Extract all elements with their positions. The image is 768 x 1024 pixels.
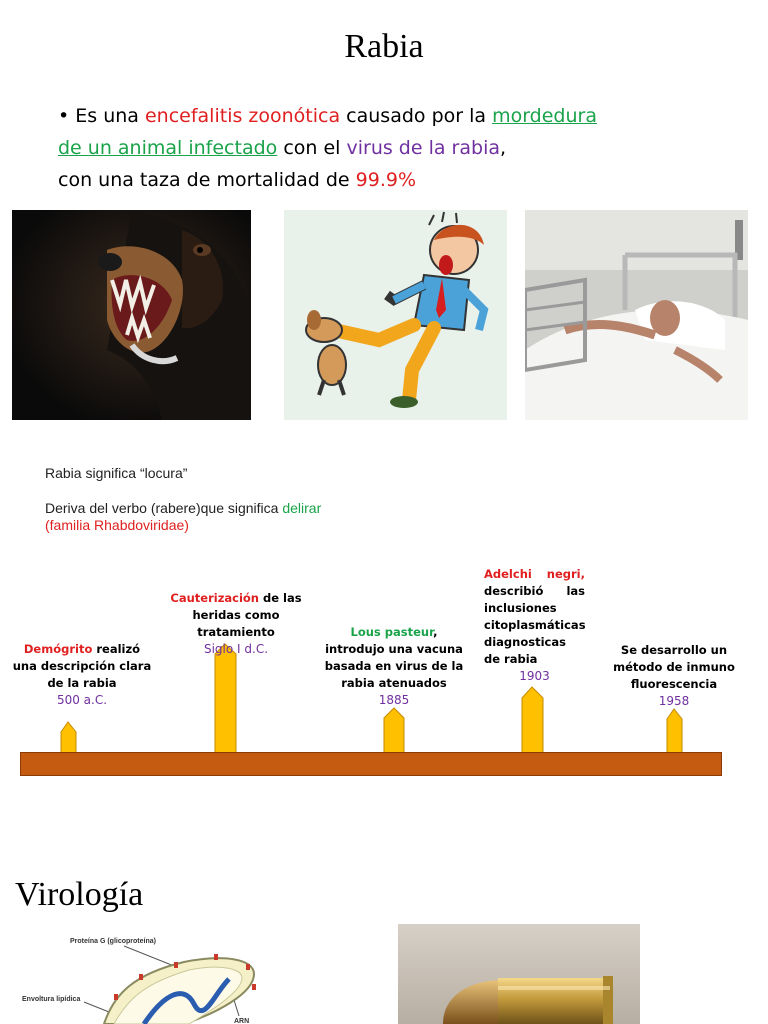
event-pasteur-desc: , introdujo una vacuna basada en virus de la rabia atenuados (324, 625, 464, 690)
label-envoltura: Envoltura lipídica (22, 996, 81, 1003)
intro-bullet (58, 100, 698, 196)
event-demogrito-name: Demógrito (23, 642, 93, 656)
bullet-photo (398, 924, 640, 1024)
meaning-delirar: delirar (282, 500, 322, 516)
mortality-rate: 99.9% (355, 169, 417, 191)
marker-500ac (61, 722, 76, 756)
bullet-text-3: con el (277, 137, 347, 159)
timeline-bar (20, 752, 722, 776)
event-demogrito-year: 500 a.C. (56, 693, 108, 707)
meaning-family: (familia Rhabdoviridae) (45, 517, 189, 533)
section-virologia: Virología (15, 876, 144, 913)
bullet-text-1: Es una (75, 105, 145, 127)
marker-1885 (384, 708, 404, 756)
marker-1958 (667, 709, 682, 756)
event-negri-year: 1903 (519, 669, 550, 683)
event-inmuno (610, 642, 738, 710)
event-cauterizacion-year: Siglo I d.C. (203, 642, 269, 656)
meaning-verb (45, 500, 321, 516)
angry-dog-image (12, 210, 251, 420)
meaning-verb-text: Deriva del verbo (rabere)que significa (45, 500, 283, 516)
term-virus: virus de la rabia (346, 137, 500, 159)
event-inmuno-year: 1958 (658, 694, 690, 708)
label-arn: ARN (234, 1018, 250, 1024)
bullet-text-2: causado por la (340, 105, 493, 127)
event-demogrito (12, 641, 152, 709)
slide-title: Rabia (344, 28, 424, 65)
event-cauterizacion (155, 590, 317, 658)
term-mordedura: mordedura (492, 105, 597, 127)
term-animal-infectado: de un animal infectado (58, 137, 278, 159)
event-negri-desc: describió las inclusiones citoplasmáticas diagnosticas de rabia (484, 584, 586, 666)
event-negri-name: Adelchi negri, (484, 567, 585, 581)
marker-siglo-i (215, 644, 236, 756)
event-pasteur (322, 624, 466, 709)
event-demogrito-desc: realizó una descripción clara de la rabia (12, 642, 152, 690)
event-negri (484, 566, 585, 685)
cartoon-dog-bite-image (284, 210, 507, 420)
event-cauterizacion-name: Cauterización (170, 591, 259, 605)
event-inmuno-desc: Se desarrollo un método de inmuno fluorescencia (613, 643, 735, 691)
marker-1903 (522, 687, 543, 756)
virus-diagram (14, 934, 284, 1024)
label-proteina-g: Proteína G (glicoproteína) (70, 938, 156, 945)
bullet-marker: • (58, 105, 70, 127)
event-cauterizacion-desc: de las heridas como tratamiento (192, 591, 302, 639)
event-pasteur-name: Lous pasteur (350, 625, 434, 639)
event-pasteur-year: 1885 (378, 693, 410, 707)
hospital-patient-image (525, 210, 748, 420)
meaning-locura: Rabia significa “locura” (45, 465, 188, 481)
term-encefalitis: encefalitis zoonótica (144, 105, 341, 127)
bullet-text-4: con una taza de mortalidad de (58, 169, 356, 191)
bullet-comma: , (500, 137, 507, 159)
